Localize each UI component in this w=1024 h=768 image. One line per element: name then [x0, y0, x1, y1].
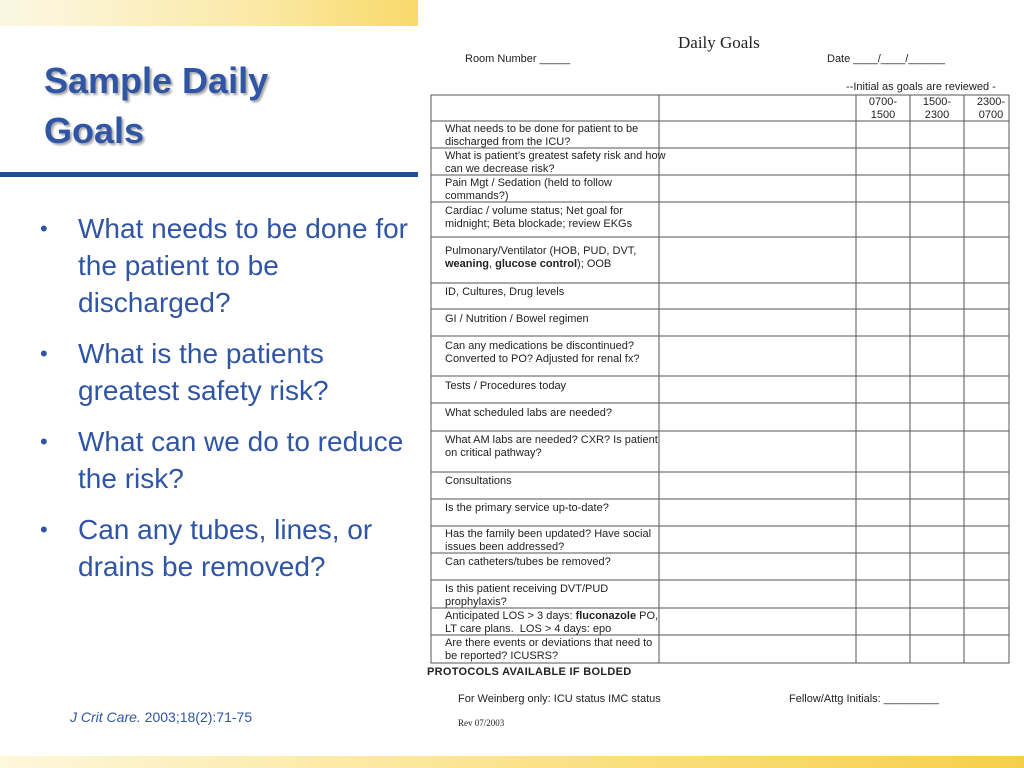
top-accent-band: [0, 0, 418, 26]
shift-header-night: 2300-0700: [976, 96, 1006, 121]
citation-journal: J Crit Care.: [70, 709, 141, 725]
bullet-text: What is the patients greatest safety risk?: [78, 338, 329, 406]
shift-header-evening: 1500-2300: [922, 96, 952, 121]
bullet-text: What can we do to reduce the risk?: [78, 426, 404, 494]
bottom-accent-band: [0, 756, 1024, 768]
shift-header-day: 0700-1500: [868, 96, 898, 121]
goal-question: What is patient’s greatest safety risk and how can we decrease risk?: [445, 150, 666, 175]
goal-question: Cardiac / volume status; Net goal for midnight; Beta blockade; review EKGs: [445, 205, 633, 230]
goal-question: Can any medications be discontinued? Converted to PO? Adjusted for renal fx?: [445, 340, 640, 365]
bullet-dot-icon: •: [40, 341, 48, 366]
goal-question-pulmonary: Pulmonary/Ventilator (HOB, PUD, DVT, weaning, glucose control); OOB: [445, 245, 637, 270]
goal-question: Are there events or deviations that need to be reported? ICUSRS?: [445, 637, 653, 662]
goals-grid: [430, 94, 1010, 664]
bullet-text: Can any tubes, lines, or drains be removed?: [78, 514, 373, 582]
title-divider: [0, 172, 418, 177]
bullet-item: [40, 511, 410, 585]
room-number-field: Room Number _____: [465, 53, 571, 65]
bullet-item: [40, 423, 410, 497]
date-field: Date ____/____/______: [827, 53, 946, 65]
goal-question: Is the primary service up-to-date?: [445, 502, 609, 514]
bolded-protocol: weaning: [445, 258, 490, 270]
initial-note: --Initial as goals are reviewed -: [846, 81, 996, 93]
goal-question: Tests / Procedures today: [445, 380, 567, 392]
form-title: Daily Goals: [678, 33, 760, 52]
goal-question-los: Anticipated LOS > 3 days: fluconazole PO, LT care plans. LOS > 4 days: epo: [445, 610, 659, 635]
goal-question: Consultations: [445, 475, 512, 487]
goal-question: Has the family been updated? Have social issues been addressed?: [445, 528, 652, 553]
fellow-initials: Fellow/Attg Initials: _________: [789, 693, 939, 705]
bolded-protocol: fluconazole: [575, 610, 637, 622]
bullet-item: [40, 335, 410, 409]
bullet-dot-icon: •: [40, 429, 48, 454]
slide-title: Sample Daily Goals: [44, 60, 269, 151]
bullet-list: [40, 210, 410, 599]
goal-question: ID, Cultures, Drug levels: [445, 286, 565, 298]
goal-question: What scheduled labs are needed?: [445, 407, 612, 419]
bullet-dot-icon: •: [40, 517, 48, 542]
bolded-protocol: glucose control: [495, 258, 578, 270]
goal-question: GI / Nutrition / Bowel regimen: [445, 313, 589, 325]
goal-question: What needs to be done for patient to be discharged from the ICU?: [445, 123, 639, 148]
citation: [70, 709, 252, 725]
revision-date: Rev 07/2003: [458, 718, 505, 728]
bullet-dot-icon: •: [40, 216, 48, 241]
protocols-note: PROTOCOLS AVAILABLE IF BOLDED: [427, 666, 632, 678]
goal-question: What AM labs are needed? CXR? Is patient on critical pathway?: [445, 434, 658, 459]
bullet-item: [40, 210, 410, 321]
bullet-text: What needs to be done for the patient to be discharged?: [78, 213, 408, 318]
weinberg-status: For Weinberg only: ICU status IMC status: [458, 693, 661, 705]
goal-question: Is this patient receiving DVT/PUD prophylaxis?: [445, 583, 609, 608]
goal-question: Pain Mgt / Sedation (held to follow commands?): [445, 177, 612, 202]
goal-question: Can catheters/tubes be removed?: [445, 556, 611, 568]
daily-goals-form-image: [418, 26, 1024, 756]
citation-ref: 2003;18(2):71-75: [140, 709, 253, 725]
